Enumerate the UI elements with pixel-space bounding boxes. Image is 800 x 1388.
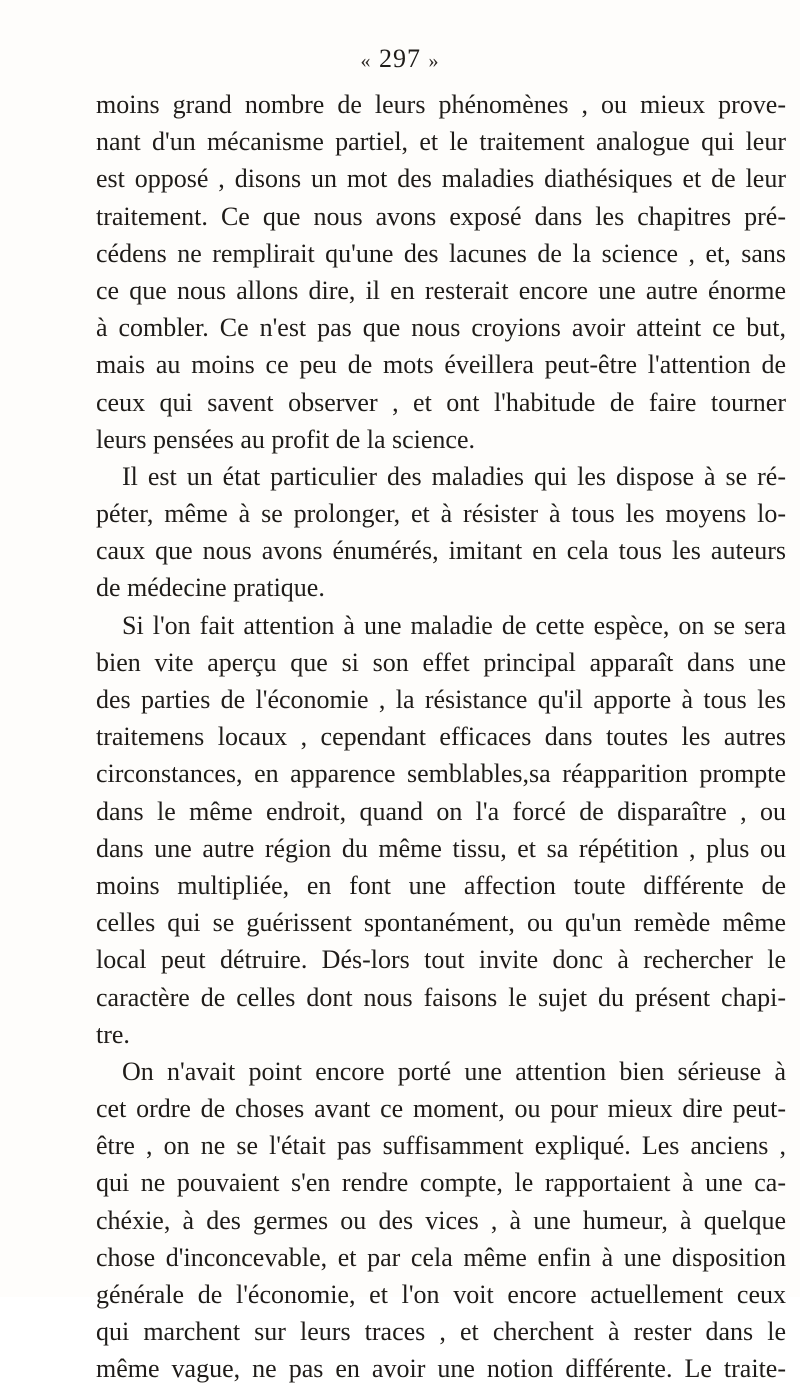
text-line: moins grand nombre de leurs phénomènes , ou mieux prove- <box>96 90 786 119</box>
text-line: de médecine pratique. <box>96 573 325 603</box>
text-line: celles qui se guérissent spontanément, ou qu'un remède même <box>96 908 786 938</box>
text-line: local peut détruire. Dés-lors tout invite donc à rechercher le <box>96 945 786 975</box>
text-line: traitemens locaux , cependant efficaces dans toutes les autres <box>96 722 786 752</box>
text-line: nant d'un mécanisme partiel, et le traitement analogue qui leur <box>96 127 786 157</box>
text-line: générale de l'économie, et l'on voit encore actuellement ceux <box>96 1280 786 1309</box>
ornament-right: » <box>428 50 440 72</box>
text-line: dans le même endroit, quand on l'a forcé de disparaître , ou <box>96 796 786 826</box>
text-line: chose d'inconcevable, et par cela même enfin à une disposition <box>96 1242 786 1272</box>
text-line: cet ordre de choses avant ce moment, ou pour mieux dire peut- <box>96 1094 786 1124</box>
page-header <box>0 44 800 76</box>
text-line: être , on ne se l'était pas suffisamment expliqué. Les anciens , <box>96 1131 786 1161</box>
text-line: péter, même à se prolonger, et à résister à tous les moyens lo- <box>96 499 786 529</box>
text-line: On n'avait point encore porté une attention bien sérieuse à <box>122 1056 786 1086</box>
text-line: ce que nous allons dire, il en resterait encore une autre énorme <box>96 275 786 305</box>
text-line: dans une autre région du même tissu, et sa répétition , plus ou <box>96 833 786 863</box>
text-line: Il est un état particulier des maladies qui les dispose à se ré- <box>122 461 786 491</box>
text-line: caractère de celles dont nous faisons le sujet du présent chapi- <box>96 982 786 1012</box>
text-line: traitement. Ce que nous avons exposé dans les chapitres pré- <box>96 201 786 231</box>
text-line: circonstances, en apparence semblables,sa réapparition prompte <box>96 759 786 789</box>
text-line: à combler. Ce n'est pas que nous croyions avoir atteint ce but, <box>96 313 786 343</box>
text-line: bien vite aperçu que si son effet principal apparaît dans une <box>96 647 786 677</box>
text-line: cédens ne remplirait qu'une des lacunes de la science , et, sans <box>96 238 786 268</box>
text-line: mais au moins ce peu de mots éveillera peut-être l'attention de <box>96 350 786 380</box>
text-line: ceux qui savent observer , et ont l'habitude de faire tourner <box>96 387 786 417</box>
text-line: est opposé , disons un mot des maladies diathésiques et de leur <box>96 164 786 194</box>
text-line: qui marchent sur leurs traces , et cherchent à rester dans le <box>96 1317 786 1347</box>
ornament-left: « <box>360 50 372 72</box>
page-number: 297 <box>379 44 421 73</box>
text-line: Si l'on fait attention à une maladie de cette espèce, on se sera <box>122 610 786 640</box>
text-line: tre. <box>96 1019 130 1049</box>
text-line: moins multipliée, en font une affection toute différente de <box>96 870 786 900</box>
text-line: caux que nous avons énumérés, imitant en cela tous les auteurs <box>96 536 786 566</box>
body-text <box>96 86 786 1388</box>
text-line: des parties de l'économie , la résistance qu'il apporte à tous les <box>96 685 786 714</box>
text-line: qui ne pouvaient s'en rendre compte, le rapportaient à une ca- <box>96 1168 786 1198</box>
text-line: même vague, ne pas en avoir une notion différente. Le traite- <box>96 1354 786 1384</box>
text-line: chéxie, à des germes ou des vices , à une humeur, à quelque <box>96 1205 786 1235</box>
text-line: leurs pensées au profit de la science. <box>96 424 476 454</box>
